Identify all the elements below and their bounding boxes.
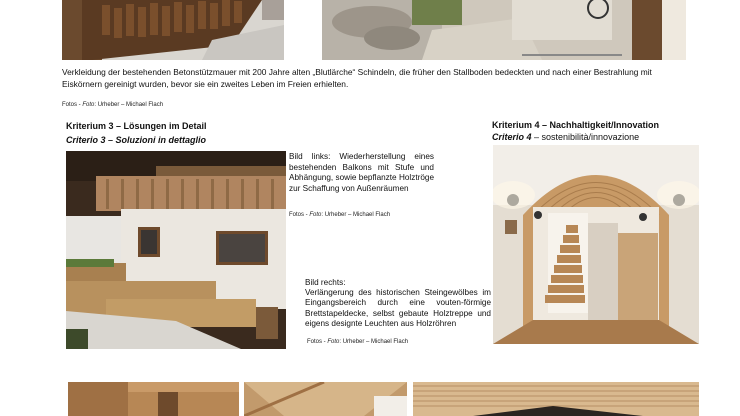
- credit-rest: : Urheber – Michael Flach: [321, 212, 391, 218]
- right-photo-credit: [307, 339, 408, 345]
- photo-entrance-path: [322, 0, 686, 60]
- intro-paragraph: Verkleidung der bestehenden Betonstützmauer mit 200 Jahre alten „Blutlärche“ Schindeln, die früher den Stallboden bedeckten und nach einer Bestrahlung mit Eiskörnern gereinigt wurden, bevor sie ein zweites Leben im Freien erhielten.: [62, 67, 652, 89]
- credit-prefix: Fotos -: [62, 102, 83, 108]
- credit-italic: Foto: [327, 339, 340, 345]
- photo-vaulted-entrance: [493, 145, 699, 344]
- left-caption: Bild links: Wiederherstellung eines bestehenden Balkons mit Stufe und Abhängung, sowie bepflanzte Holztröge zur Schaffung von Außenräumen: [289, 152, 434, 193]
- credit-rest: : Urheber – Michael Flach: [339, 339, 409, 345]
- photo-bottom-3: [413, 382, 699, 416]
- criterion3-title-it: Criterio 3 – Soluzioni in dettaglio: [66, 135, 207, 145]
- credit-rest: : Urheber – Michael Flach: [94, 102, 164, 108]
- photo-bottom-2: [244, 382, 407, 416]
- criterion4-title-it: [492, 132, 639, 142]
- right-caption-label: Bild rechts:: [305, 278, 346, 287]
- photo-shingle-wall: [62, 0, 284, 60]
- criterion4-rest: – sostenibilità/innovazione: [531, 132, 640, 142]
- criterion4-title-de: Kriterium 4 – Nachhaltigkeit/Innovation: [492, 120, 660, 130]
- credit-italic: Foto: [309, 212, 322, 218]
- criterion4-italic: Criterio 4: [492, 132, 532, 142]
- credit-prefix: Fotos -: [307, 339, 328, 345]
- photo-balcony-house: [66, 151, 286, 349]
- photo-bottom-1: [68, 382, 239, 416]
- credit-italic: Foto: [82, 102, 95, 108]
- left-photo-credit: [289, 212, 390, 218]
- intro-photo-credit: [62, 102, 163, 108]
- right-caption: Verlängerung des historischen Steingewölbes im Eingangsbereich durch eine vouten-förmige Brettstapeldecke, selbst gebaute Holztreppe und eigens designte Leuchten aus Holzröhren: [305, 288, 491, 329]
- credit-prefix: Fotos -: [289, 212, 310, 218]
- criterion3-title-de: Kriterium 3 – Lösungen im Detail: [66, 121, 207, 131]
